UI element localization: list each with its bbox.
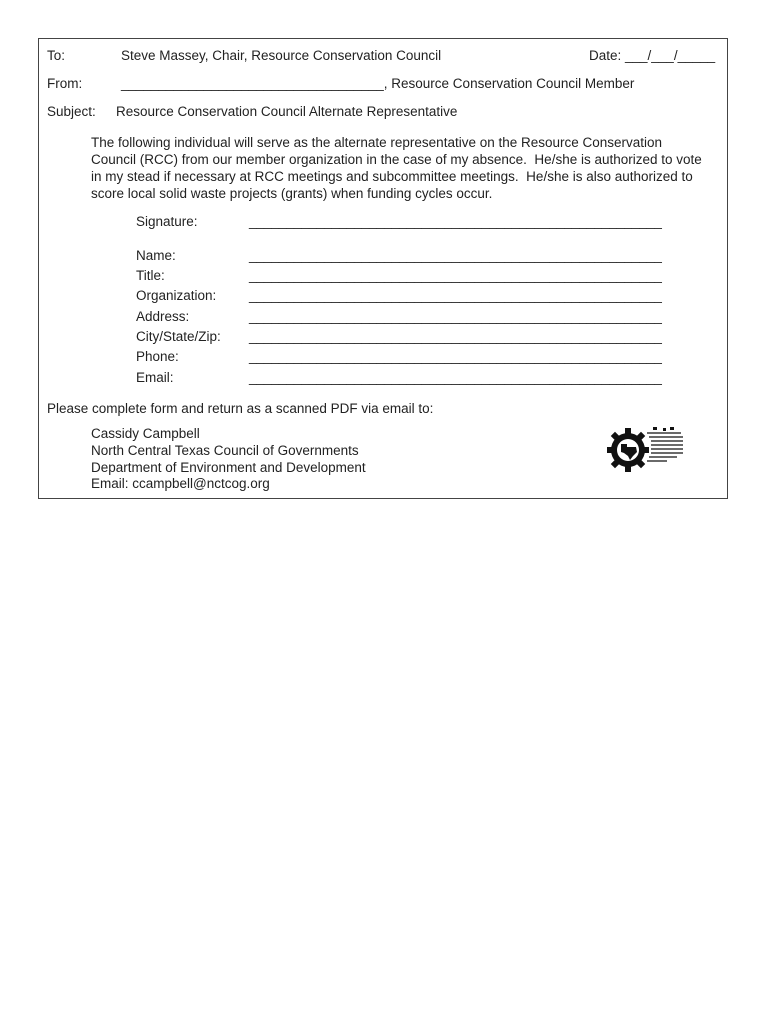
title-label: Title: xyxy=(136,268,165,283)
city-state-zip-label: City/State/Zip: xyxy=(136,329,221,344)
city-state-zip-field[interactable]: _______________________________________________________ xyxy=(249,329,662,344)
contact-email[interactable]: Email: ccampbell@nctcog.org xyxy=(91,476,270,491)
paragraph-line: score local solid waste projects (grants) when funding cycles occur. xyxy=(91,186,493,201)
address-label: Address: xyxy=(136,309,190,324)
subject-label: Subject: xyxy=(47,104,96,119)
name-field[interactable]: _______________________________________________________ xyxy=(249,248,662,263)
paragraph-line: Council (RCC) from our member organization in the case of my absence. He/she is authorized to vote xyxy=(91,152,702,167)
address-field[interactable]: _______________________________________________________ xyxy=(249,309,662,324)
paragraph-line: in my stead if necessary at RCC meetings and subcommittee meetings. He/she is also authorized to xyxy=(91,169,693,184)
signature-field[interactable]: _______________________________________________________ xyxy=(249,214,662,229)
phone-field[interactable]: _______________________________________________________ xyxy=(249,349,662,364)
from-field[interactable]: ___________________________________, Resource Conservation Council Member xyxy=(121,76,635,91)
contact-department: Department of Environment and Development xyxy=(91,460,366,475)
organization-label: Organization: xyxy=(136,288,217,303)
contact-organization: North Central Texas Council of Governments xyxy=(91,443,359,458)
to-value: Steve Massey, Chair, Resource Conservation Council xyxy=(121,48,442,63)
from-label: From: xyxy=(47,76,83,91)
date-field[interactable]: Date: ___/___/_____ xyxy=(589,48,716,63)
signature-label: Signature: xyxy=(136,214,198,229)
nctcog-logo-icon xyxy=(607,425,685,475)
return-instruction: Please complete form and return as a scanned PDF via email to: xyxy=(47,401,434,416)
subject-value: Resource Conservation Council Alternate Representative xyxy=(116,104,458,119)
paragraph-line: The following individual will serve as the alternate representative on the Resource Conservation xyxy=(91,135,663,150)
title-field[interactable]: _______________________________________________________ xyxy=(249,268,662,283)
contact-name: Cassidy Campbell xyxy=(91,426,200,441)
email-field[interactable]: _______________________________________________________ xyxy=(249,370,662,385)
name-label: Name: xyxy=(136,248,176,263)
phone-label: Phone: xyxy=(136,349,179,364)
to-label: To: xyxy=(47,48,66,63)
body-paragraph xyxy=(91,134,721,202)
form-box xyxy=(38,38,728,499)
email-label: Email: xyxy=(136,370,174,385)
organization-field[interactable]: _______________________________________________________ xyxy=(249,288,662,303)
